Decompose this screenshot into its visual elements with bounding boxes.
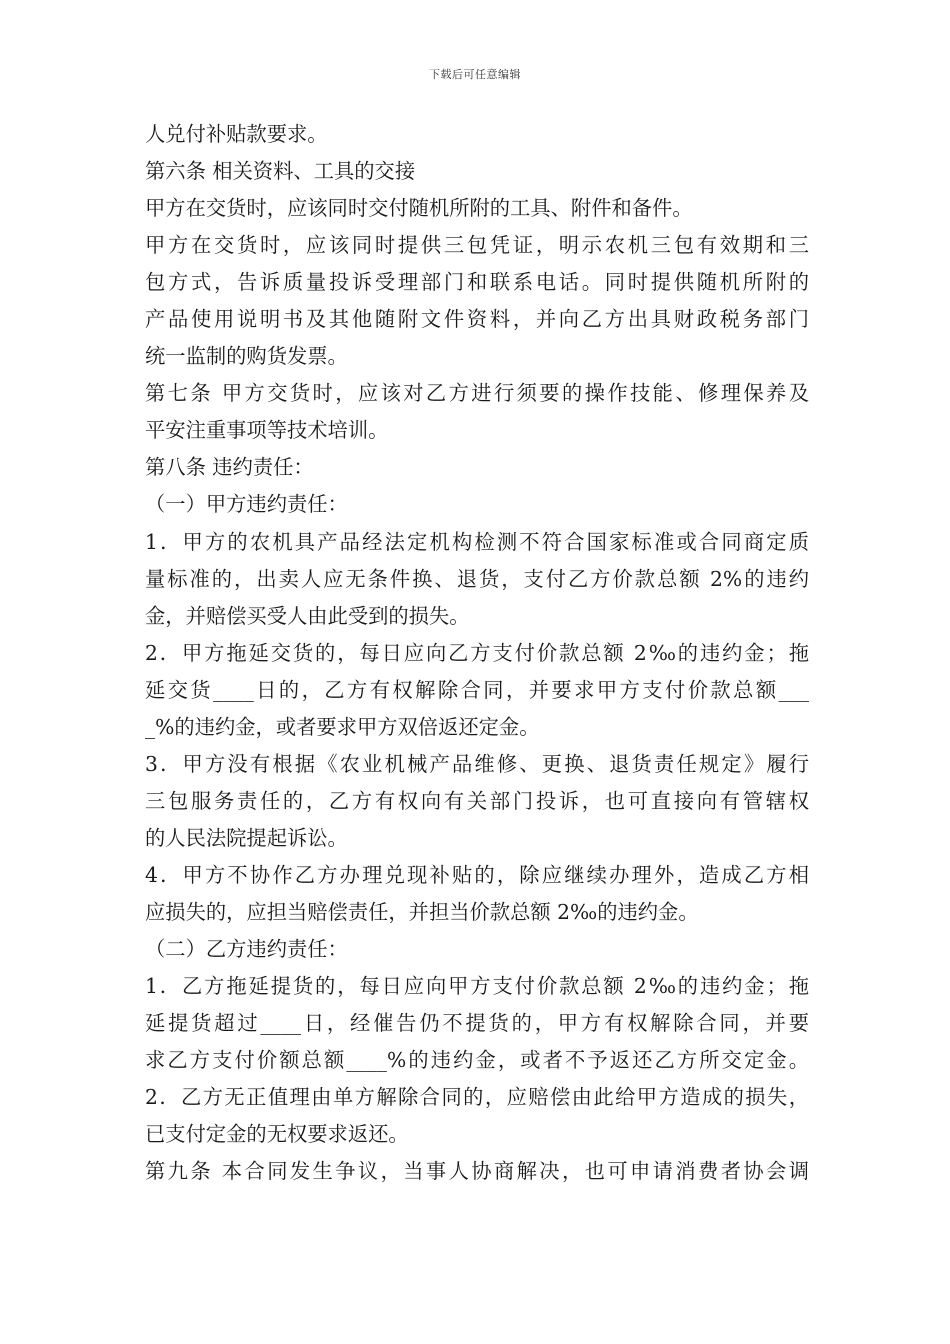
- text-line: 3．甲方没有根据《农业机械产品维修、更换、退货责任规定》履行: [145, 751, 809, 776]
- text-line: 1．甲方的农机具产品经法定机构检测不符合国家标准或合同商定质: [145, 529, 809, 554]
- text-line: 延提货超过____日，经催告仍不提货的，甲方有权解除合同，并要: [145, 1011, 809, 1036]
- text-line: 量标准的，出卖人应无条件换、退货，支付乙方价款总额 2%的违约: [145, 566, 809, 591]
- text-line: （二）乙方违约责任：: [145, 937, 348, 962]
- text-line: _%的违约金，或者要求甲方双倍返还定金。: [145, 714, 540, 739]
- text-line: 4．甲方不协作乙方办理兑现补贴的，除应继续办理外，造成乙方相: [145, 862, 809, 887]
- text-line: 的人民法院提起诉讼。: [145, 825, 348, 850]
- text-line: 求乙方支付价额总额____%的违约金，或者不予返还乙方所交定金。: [145, 1048, 809, 1073]
- text-line: 1．乙方拖延提货的，每日应向甲方支付价款总额 2‰的违约金；拖: [145, 974, 809, 999]
- text-line: 人兑付补贴款要求。: [145, 122, 328, 146]
- text-line: 产品使用说明书及其他随附文件资料，并向乙方出具财政税务部门: [145, 307, 809, 332]
- text-line: 已支付定金的无权要求返还。: [145, 1122, 409, 1147]
- text-line: 第九条 本合同发生争议，当事人协商解决，也可申请消费者协会调: [145, 1159, 809, 1184]
- text-line: 金，并赔偿买受人由此受到的损失。: [145, 603, 470, 628]
- text-line: 2．乙方无正值理由单方解除合同的，应赔偿由此给甲方造成的损失，: [145, 1085, 809, 1110]
- text-line: 第六条 相关资料、工具的交接: [145, 159, 416, 184]
- text-line: 应损失的，应担当赔偿责任，并担当价款总额 2‰的违约金。: [145, 899, 699, 924]
- text-line: 包方式，告诉质量投诉受理部门和联系电话。同时提供随机所附的: [145, 270, 809, 295]
- text-line: 平安注重事项等技术培训。: [145, 418, 389, 443]
- text-line: （一）甲方违约责任：: [145, 492, 348, 517]
- text-line: 2．甲方拖延交货的，每日应向乙方支付价款总额 2‰的违约金；拖: [145, 640, 809, 665]
- text-line: 延交货____日的，乙方有权解除合同，并要求甲方支付价款总额___: [145, 677, 809, 702]
- text-line: 三包服务责任的，乙方有权向有关部门投诉，也可直接向有管辖权: [145, 788, 809, 813]
- page-header-note: 下载后可任意编辑: [429, 68, 521, 81]
- text-line: 第八条 违约责任：: [145, 455, 314, 480]
- text-line: 甲方在交货时，应该同时提供三包凭证，明示农机三包有效期和三: [145, 233, 809, 258]
- document-body: [145, 116, 809, 1190]
- text-line: 统一监制的购货发票。: [145, 344, 348, 369]
- text-line: 甲方在交货时，应该同时交付随机所附的工具、附件和备件。: [145, 196, 693, 221]
- text-line: 第七条 甲方交货时，应该对乙方进行须要的操作技能、修理保养及: [145, 381, 809, 406]
